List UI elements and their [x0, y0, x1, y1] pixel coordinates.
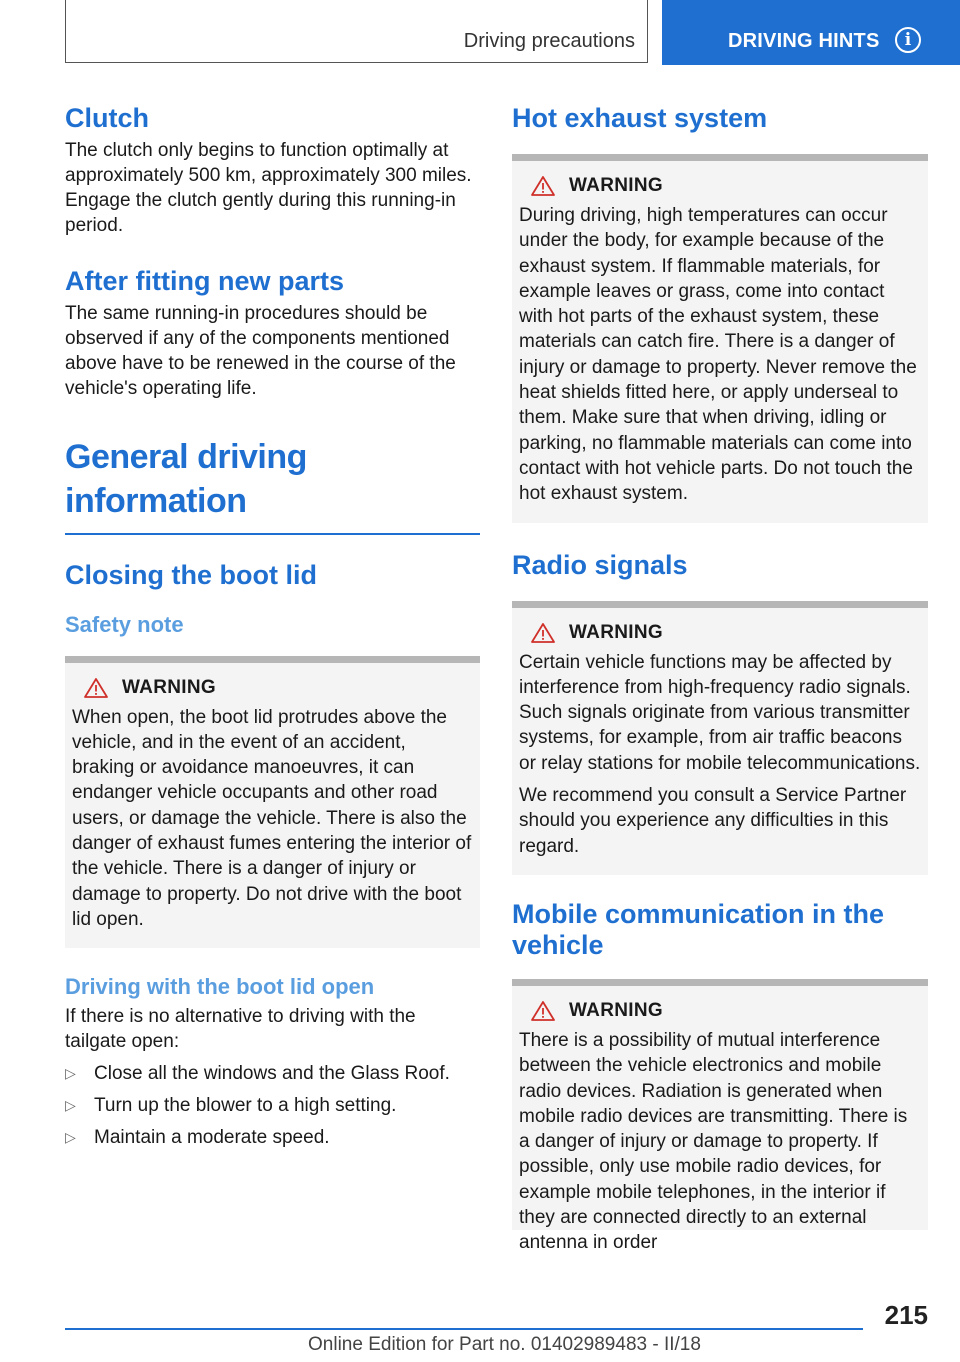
page-number: 215 [884, 1300, 928, 1330]
clutch-heading: Clutch [65, 103, 149, 133]
general-driving-heading: General driving information [65, 438, 307, 520]
triangle-bullet-icon: ▷ [65, 1097, 76, 1114]
warning-text: There is a possibility of mutual interference between the vehicle electronics and mobile radio devices. Radiation is generated when mobile radio devices are transmitting. There is a danger of injury or damage to property. If possible, only use mobile radio devices, for example mobile telephones, in the interior if they are connected directly to an external antenna in order [519, 1029, 908, 1254]
radio-signals-heading: Radio signals [512, 549, 688, 580]
hot-exhaust-heading: Hot exhaust system [512, 103, 768, 133]
footer-rule [65, 1328, 863, 1330]
info-icon: i [895, 27, 921, 53]
header-section-title: Driving precautions [463, 30, 635, 52]
warning-triangle-icon [531, 1001, 555, 1021]
clutch-paragraph: The clutch only begins to function optimally at approximately 500 km, approximately 300 miles. Engage the clutch gently during this running-in period. [65, 140, 472, 236]
warning-text: During driving, high temperatures can occur under the body, for example because of the exhaust system. If flammable materials, for example leaves or grass, come into contact with hot parts of the exhaust system, these materials can catch fire. There is a danger of injury or damage to property. Never remove the heat shields fitted here, or apply underseal to them. Make sure that when driving, idling or parking, no flammable materials can come into contact with hot vehicle parts. Do not touch the hot exhaust system. [519, 205, 917, 505]
warning-triangle-icon [531, 176, 555, 196]
boot-lid-heading: Closing the boot lid [65, 559, 317, 590]
list-item: ▷ Turn up the blower to a high setting. [65, 1095, 397, 1117]
new-parts-heading: After fitting new parts [65, 266, 345, 296]
boot-open-list [65, 1061, 480, 1150]
warning-label: WARNING [569, 175, 663, 196]
list-item: ▷ Maintain a moderate speed. [65, 1127, 330, 1149]
radio-warning-box [512, 601, 928, 875]
triangle-bullet-icon: ▷ [65, 1065, 76, 1082]
mobile-warning-box [512, 979, 928, 1254]
warning-label: WARNING [569, 999, 663, 1021]
left-column [65, 100, 480, 1150]
warning-text: Certain vehicle functions may be affected by interference from high-frequency radio signals. Such signals originate from various transmitter systems, for example, from air traffic beacons or relay stations for mobile telecommunications. [519, 651, 921, 774]
header-chapter-label: DRIVING HINTS [728, 30, 880, 52]
safety-note-heading: Safety note [65, 611, 184, 637]
right-column [512, 100, 928, 1254]
edition-footer: Online Edition for Part no. 01402989483 - II/18 [308, 1334, 701, 1355]
triangle-bullet-icon: ▷ [65, 1129, 76, 1146]
warning-label: WARNING [569, 621, 663, 643]
list-item: ▷ Close all the windows and the Glass Roof. [65, 1063, 450, 1085]
header-chapter-tab [662, 0, 960, 65]
driving-boot-open-paragraph: If there is no alternative to driving with the tailgate open: [65, 1006, 416, 1053]
warning-text: When open, the boot lid protrudes above the vehicle, and in the event of an accident, braking or avoidance manoeuvres, it can endanger vehicle occupants and other road users, or damage the vehicle. There is also the danger of exhaust fumes entering the interior of the vehicle. There is a danger of injury or damage to property. Do not drive with the boot lid open. [72, 706, 472, 930]
boot-lid-warning-box [65, 656, 480, 949]
mobile-communication-heading: Mobile communication in the vehicle [512, 898, 885, 960]
warning-triangle-icon [84, 678, 108, 698]
new-parts-paragraph: The same running-in procedures should be observed if any of the components mentioned above have to be renewed in the course of the vehicle's operating life. [65, 303, 456, 399]
warning-text: We recommend you consult a Service Partner should you experience any difficulties in this regard. [519, 785, 907, 857]
warning-label: WARNING [122, 676, 216, 698]
heading-rule [65, 533, 480, 535]
driving-boot-open-heading: Driving with the boot lid open [65, 974, 375, 1000]
exhaust-warning-box [512, 154, 928, 523]
warning-triangle-icon [531, 623, 555, 643]
